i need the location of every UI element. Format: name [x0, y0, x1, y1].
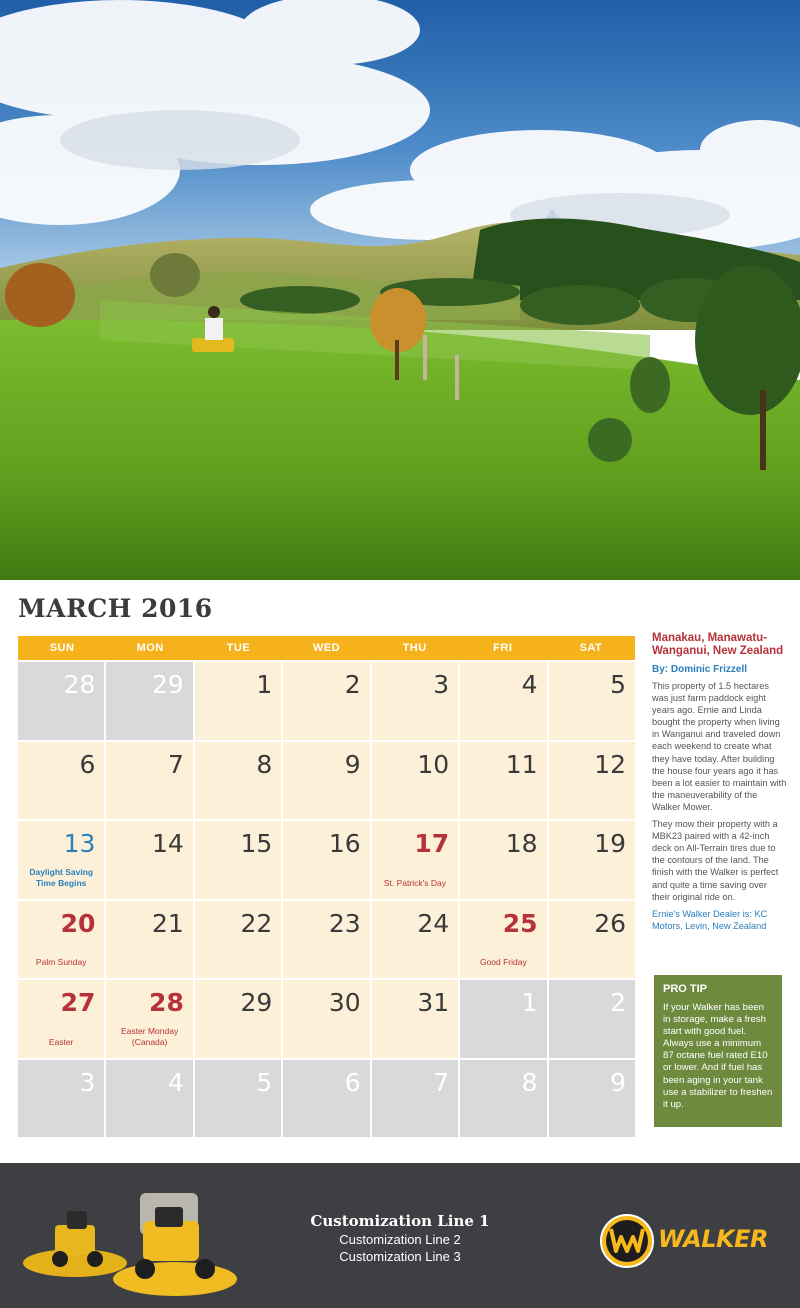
calendar-day-outside-month [106, 1060, 192, 1138]
calendar-day [195, 901, 281, 979]
calendar-day-outside-month [460, 980, 546, 1058]
day-number: 11 [505, 749, 538, 779]
day-number: 31 [417, 988, 450, 1017]
calendar-day [549, 742, 635, 820]
calendar-day [18, 742, 104, 820]
footer [0, 1163, 800, 1308]
story-byline: By: Dominic Frizzell [652, 664, 748, 675]
day-number: 20 [60, 908, 96, 938]
calendar-day [195, 980, 281, 1058]
day-number: 12 [594, 749, 626, 779]
calendar-day-outside-month [283, 1060, 369, 1138]
day-number: 9 [610, 1067, 626, 1097]
calendar-day [283, 742, 369, 820]
day-number: 13 [63, 829, 96, 858]
calendar-day [549, 821, 635, 899]
holiday-label: Daylight Saving Time Begins [29, 866, 94, 888]
day-number: 7 [433, 1067, 450, 1097]
calendar-day [283, 980, 369, 1058]
customization-line-1: Customization Line 1 [310, 1212, 490, 1230]
day-number: 18 [505, 829, 538, 858]
day-number: 24 [417, 908, 450, 938]
pro-tip-text: If your Walker has been in storage, make a fresh start with good fuel. Always use a minimum 87 octane fuel rated E10 or lower. And if fuel has been aging in your tank use a stabilizer to freshen it up. [663, 1002, 773, 1110]
day-number: 8 [521, 1067, 538, 1097]
day-of-week-fri: FRI [493, 642, 513, 654]
calendar-weeks [18, 660, 635, 1137]
day-number: 3 [79, 1067, 96, 1097]
day-number: 1 [256, 670, 273, 699]
walker-logo-icon [598, 1211, 658, 1271]
calendar-day [195, 821, 281, 899]
calendar-day [372, 980, 458, 1058]
calendar-grid [18, 636, 635, 1137]
customization-line-2: Customization Line 2 [339, 1232, 461, 1247]
calendar-day [18, 980, 104, 1058]
day-number: 28 [63, 670, 96, 699]
day-number: 14 [152, 829, 184, 858]
day-number: 22 [240, 908, 273, 938]
day-number: 17 [414, 829, 450, 858]
calendar-day-outside-month [18, 662, 104, 740]
day-number: 1 [521, 988, 538, 1017]
calendar-day [549, 662, 635, 740]
calendar-day [283, 662, 369, 740]
day-number: 5 [610, 670, 626, 699]
calendar-day [283, 901, 369, 979]
dealer-info: Ernie's Walker Dealer is: KC Motors, Levin, New Zealand [652, 908, 768, 931]
calendar-day [372, 662, 458, 740]
calendar-day-outside-month [460, 1060, 546, 1138]
holiday-label: Easter [48, 1036, 74, 1047]
day-number: 30 [328, 988, 361, 1017]
customization-block [270, 1211, 530, 1265]
day-number: 9 [344, 749, 361, 779]
day-number: 2 [344, 670, 361, 699]
calendar-day-outside-month [195, 1060, 281, 1138]
calendar-day [549, 901, 635, 979]
hero-photo [0, 0, 800, 580]
story-sidebar [652, 632, 787, 932]
calendar-day-outside-month [372, 1060, 458, 1138]
day-of-week-header [18, 636, 635, 660]
story-title: Manakau, Manawatu-Wanganui, New Zealand [652, 632, 784, 657]
calendar-day-outside-month [18, 1060, 104, 1138]
walker-logo-text: WALKER [658, 1225, 768, 1253]
day-number: 16 [328, 829, 361, 858]
day-of-week-thu: THU [402, 642, 427, 654]
story-paragraph: This property of 1.5 hectares was just farm paddock eight years ago. Ernie and Linda bought the property when living in Wanganui and traveled down each weekend to create what they have today. After building the house four years ago it has been a lot easier to maintain with the maneuverability of the Walker Mower. [652, 681, 787, 812]
day-number: 10 [417, 749, 450, 779]
month-title: MARCH 2016 [18, 594, 213, 623]
holiday-label: Palm Sunday [35, 957, 87, 967]
calendar-day [460, 821, 546, 899]
mower-image-icon [15, 1181, 255, 1301]
calendar-day [106, 742, 192, 820]
walker-logo [598, 1211, 784, 1271]
day-number: 15 [240, 829, 273, 858]
pro-tip-box [654, 975, 782, 1127]
calendar-day-outside-month [549, 1060, 635, 1138]
story-paragraph: They mow their property with a MBK23 paired with a 42-inch deck on All-Terrain tires due to the contours of the land. The finish with the Walker is perfect and quite a time saving over their original ride on. [652, 819, 779, 902]
calendar-day [460, 901, 546, 979]
day-number: 4 [521, 670, 538, 699]
day-number: 29 [152, 670, 184, 699]
calendar-day [195, 662, 281, 740]
pro-tip-title: PRO TIP [663, 983, 708, 995]
calendar-day [106, 821, 192, 899]
calendar-day [195, 742, 281, 820]
day-number: 5 [256, 1067, 273, 1097]
day-number: 7 [167, 749, 184, 779]
day-number: 8 [256, 749, 273, 779]
day-of-week-mon: MON [136, 642, 164, 654]
day-of-week-wed: WED [312, 642, 341, 654]
day-number: 26 [594, 908, 626, 938]
day-number: 28 [149, 988, 184, 1017]
day-of-week-tue: TUE [226, 642, 251, 654]
day-number: 21 [152, 908, 184, 938]
day-number: 6 [344, 1067, 361, 1097]
day-number: 29 [240, 988, 273, 1017]
calendar-day [18, 821, 104, 899]
day-number: 3 [433, 670, 450, 699]
day-number: 23 [328, 908, 361, 938]
calendar-day-outside-month [549, 980, 635, 1058]
calendar-day [283, 821, 369, 899]
calendar-day [460, 742, 546, 820]
calendar-day [460, 662, 546, 740]
day-number: 27 [60, 988, 96, 1017]
day-of-week-sun: SUN [49, 642, 75, 654]
calendar-day-outside-month [106, 662, 192, 740]
day-number: 19 [594, 829, 626, 858]
calendar-day [106, 901, 192, 979]
day-number: 25 [502, 908, 538, 938]
calendar-day [372, 821, 458, 899]
holiday-label: Good Friday [479, 957, 527, 967]
holiday-label: St. Patrick's Day [383, 877, 446, 888]
day-number: 4 [167, 1067, 184, 1097]
day-number: 6 [79, 749, 96, 779]
holiday-label: Easter Monday (Canada) [121, 1025, 179, 1047]
customization-line-3: Customization Line 3 [339, 1249, 461, 1264]
calendar-day [106, 980, 192, 1058]
day-number: 2 [610, 988, 626, 1017]
calendar-day [372, 742, 458, 820]
calendar-day [372, 901, 458, 979]
landscape-photo [0, 0, 800, 580]
calendar-day [18, 901, 104, 979]
day-of-week-sat: SAT [579, 642, 603, 654]
